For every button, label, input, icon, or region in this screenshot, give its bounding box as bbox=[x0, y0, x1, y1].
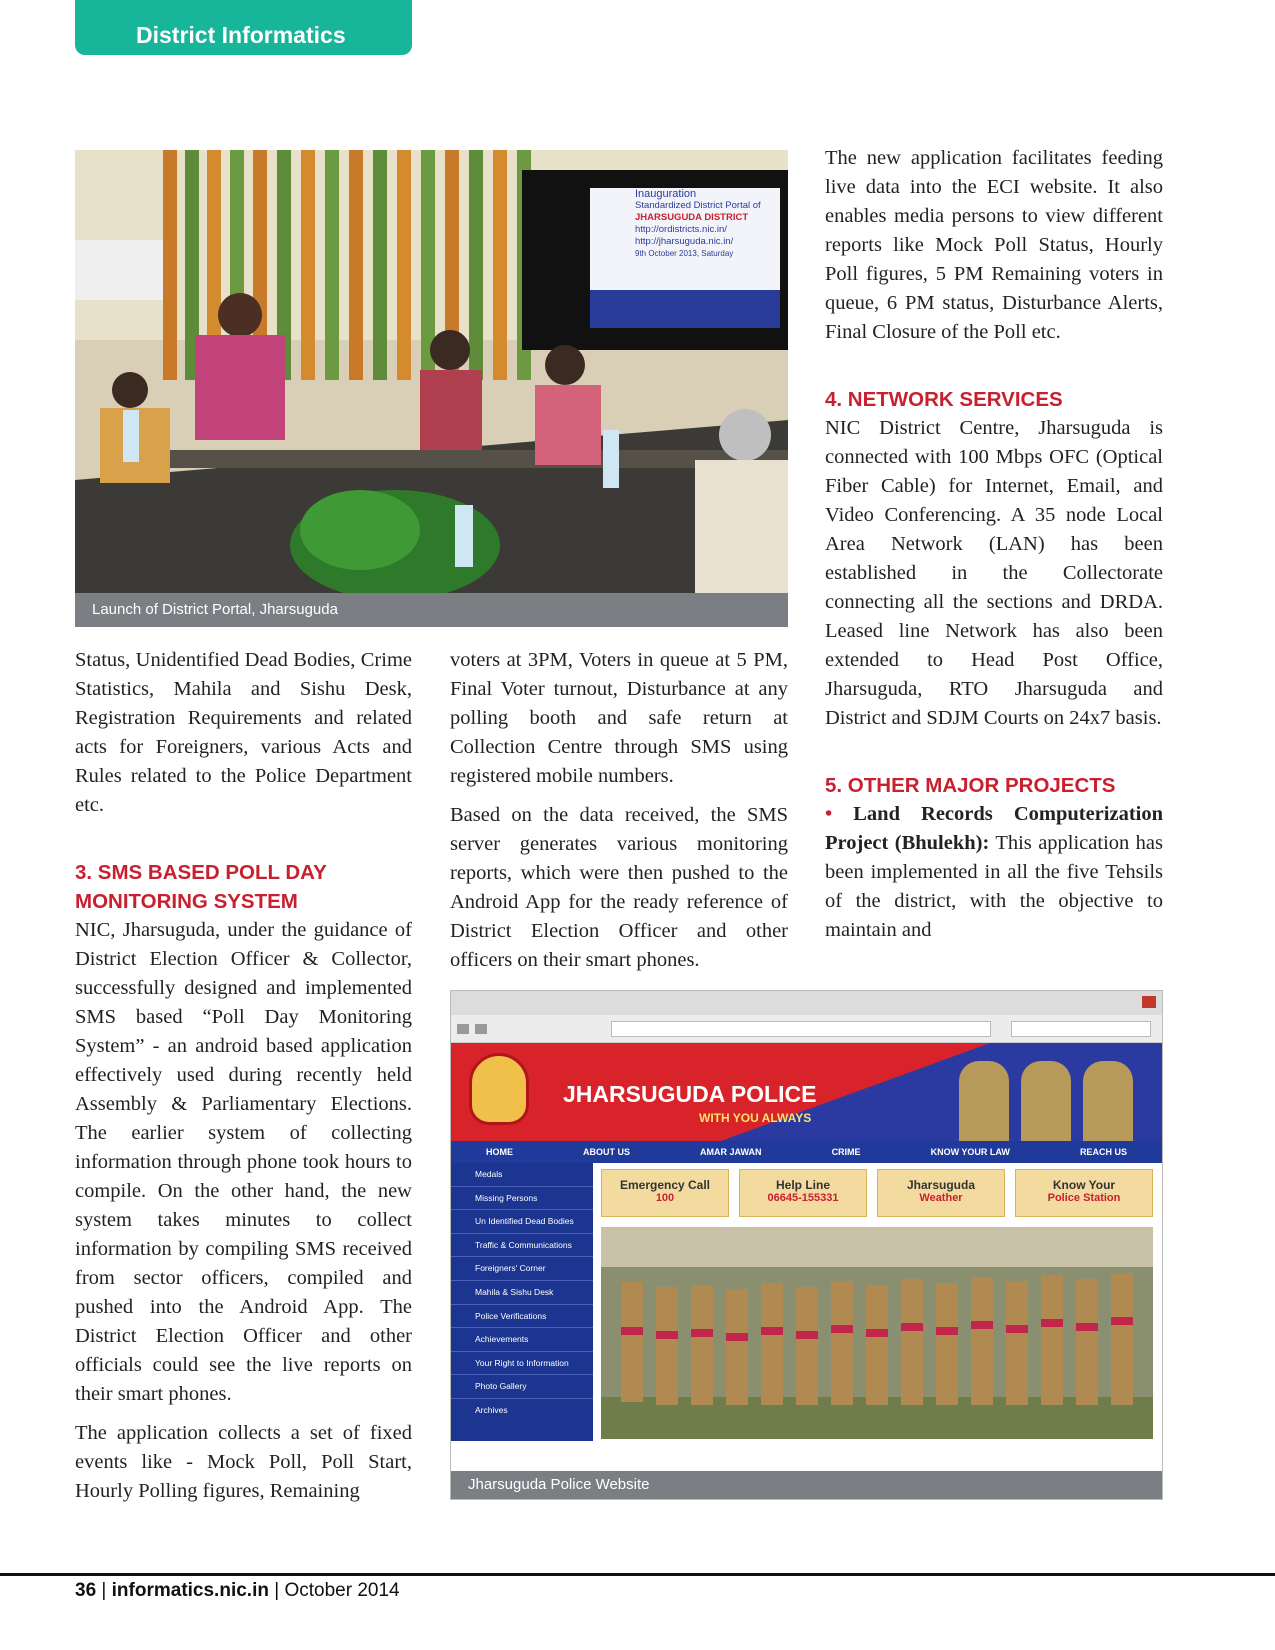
project-description: This application has been implemented in all the five Tehsils of the district, with the objective to maintain and bbox=[825, 832, 1163, 941]
banner-line-1: Inauguration bbox=[635, 188, 697, 200]
column-1 bbox=[75, 646, 412, 1516]
footer-sep-1: | bbox=[101, 1580, 112, 1601]
col2-paragraph-1: voters at 3PM, Voters in queue at 5 PM, Final Voter turnout, Disturbance at any polling booth and safe return at Collection Centre through SMS using registered mobile numbers. bbox=[450, 649, 788, 787]
forward-icon bbox=[475, 1024, 487, 1034]
col1-paragraph-2: NIC, Jharsuguda, under the guidance of District Election Officer & Collector, successfully designed and implemented SMS based “Poll Day Monitoring System” - an android based application effectively used during recently held Assembly & Parliamentary Elections. The earlier system of collecting information through phone took hours to compile. On the other hand, the new system takes minutes to collect information by compiling SMS received from sector officers, compiled and pushed into the Android App. The District Election Officer and other officials could see the live reports on their smart phones. bbox=[75, 919, 412, 1405]
nav-crime[interactable]: CRIME bbox=[831, 1147, 861, 1157]
helpline-box[interactable] bbox=[739, 1169, 867, 1217]
sidebar-item-achievements[interactable]: Achievements bbox=[451, 1328, 593, 1352]
footer bbox=[75, 1580, 400, 1602]
col2-paragraph-2: Based on the data received, the SMS server generates various monitoring reports, which were then pushed to the Android App for the ready reference of District Election Officer and other officers on their smart phones. bbox=[450, 804, 788, 971]
photo-caption: Launch of District Portal, Jharsuguda bbox=[75, 593, 788, 627]
close-icon bbox=[1142, 996, 1156, 1008]
browser-titlebar bbox=[451, 991, 1162, 1015]
nav-know-your-law[interactable]: KNOW YOUR LAW bbox=[930, 1147, 1010, 1157]
site-banner bbox=[451, 1043, 1162, 1141]
police-emblem-icon bbox=[469, 1053, 529, 1125]
nav-home[interactable]: HOME bbox=[486, 1147, 513, 1157]
website-caption: Jharsuguda Police Website bbox=[451, 1471, 1162, 1499]
site-sidebar bbox=[451, 1163, 593, 1441]
banner-line-5: http://jharsuguda.nic.in/ bbox=[635, 236, 734, 247]
site-tagline: WITH YOU ALWAYS bbox=[699, 1111, 812, 1125]
emergency-call-box[interactable] bbox=[601, 1169, 729, 1217]
sidebar-item-archives[interactable]: Archives bbox=[475, 1404, 508, 1415]
sidebar-item-dead-bodies[interactable]: Un Identified Dead Bodies bbox=[451, 1210, 593, 1234]
heading-sms-monitoring: 3. SMS BASED POLL DAY MONITORING SYSTEM bbox=[75, 861, 327, 913]
sidebar-item-foreigners[interactable]: Foreigners' Corner bbox=[451, 1257, 593, 1281]
police-station-box[interactable] bbox=[1015, 1169, 1153, 1217]
banner-line-6: 9th October 2013, Saturday bbox=[635, 249, 734, 258]
back-icon bbox=[457, 1024, 469, 1034]
sidebar-item-gallery[interactable]: Photo Gallery bbox=[451, 1375, 593, 1399]
sidebar-item-verifications[interactable]: Police Verifications bbox=[451, 1305, 593, 1329]
section-tab bbox=[75, 0, 412, 55]
footer-site: informatics.nic.in bbox=[111, 1580, 269, 1601]
station-label: Know Your bbox=[1052, 1178, 1116, 1192]
photo-police-website bbox=[450, 990, 1163, 1500]
sidebar-item-mahila[interactable]: Mahila & Sishu Desk bbox=[451, 1281, 593, 1305]
footer-issue: October 2014 bbox=[284, 1580, 400, 1601]
site-nav bbox=[451, 1141, 1162, 1163]
nav-reach-us[interactable]: REACH US bbox=[1079, 1147, 1127, 1157]
search-bar bbox=[1011, 1021, 1151, 1037]
footer-sep-2: | bbox=[274, 1580, 285, 1601]
footer-rule bbox=[0, 1573, 1275, 1576]
page-number: 36 bbox=[75, 1580, 97, 1601]
helpline-label: Help Line bbox=[775, 1178, 830, 1192]
sidebar-item-missing-persons[interactable]: Missing Persons bbox=[451, 1187, 593, 1211]
weather-box[interactable] bbox=[877, 1169, 1005, 1217]
station-sub: Police Station bbox=[1047, 1192, 1121, 1204]
weather-label: Jharsuguda bbox=[906, 1178, 975, 1192]
col3-paragraph-3 bbox=[825, 800, 1163, 945]
bullet: • bbox=[825, 803, 833, 825]
col3-paragraph-1: The new application facilitates feeding live data into the ECI website. It also enables media persons to view different reports like Mock Poll Status, Hourly Poll figures, 5 PM Remaining voters in queue, 6 PM status, Disturbance Alerts, Final Closure of the Poll etc. bbox=[825, 147, 1163, 343]
heading-network-services: 4. NETWORK SERVICES bbox=[825, 388, 1063, 411]
section-title: District Informatics bbox=[136, 22, 346, 48]
helpline-number: 06645-155331 bbox=[767, 1192, 839, 1204]
parade-photo bbox=[601, 1227, 1153, 1439]
heading-other-projects: 5. OTHER MAJOR PROJECTS bbox=[825, 774, 1116, 797]
site-title: JHARSUGUDA POLICE bbox=[563, 1081, 817, 1107]
sidebar-item-traffic[interactable]: Traffic & Communications bbox=[451, 1234, 593, 1258]
banner-line-4: http://ordistricts.nic.in/ bbox=[635, 224, 727, 235]
officers-image bbox=[951, 1061, 1141, 1141]
column-3 bbox=[825, 144, 1163, 955]
nav-about-us[interactable]: ABOUT US bbox=[583, 1147, 631, 1157]
emergency-number: 100 bbox=[655, 1192, 675, 1204]
quick-links bbox=[601, 1169, 1153, 1217]
sidebar-item-medals[interactable]: Medals bbox=[451, 1163, 593, 1187]
col1-paragraph-1: Status, Unidentified Dead Bodies, Crime Statistics, Mahila and Sishu Desk, Registration Requirements and related acts for Foreigners, various Acts and Rules related to the Police Department etc. bbox=[75, 649, 412, 816]
col1-paragraph-3: The application collects a set of fixed events like - Mock Poll, Poll Start, Hourly Polling figures, Remaining bbox=[75, 1422, 412, 1502]
banner-line-3: JHARSUGUDA DISTRICT bbox=[635, 212, 749, 223]
sidebar-item-rti[interactable]: Your Right to Information bbox=[451, 1352, 593, 1376]
col3-paragraph-2: NIC District Centre, Jharsuguda is connected with 100 Mbps OFC (Optical Fiber Cable) for Internet, Email, and Video Conferencing. A 35 node Local Area Network (LAN) has been established in the Collectorate connecting all the sections and DRDA. Leased line Network has also been extended to Head Post Office, Jharsuguda, RTO Jharsuguda and District and SDJM Courts on 24x7 basis. bbox=[825, 417, 1163, 729]
address-bar bbox=[611, 1021, 991, 1037]
portal-banner bbox=[635, 188, 785, 260]
banner-line-2: Standardized District Portal of bbox=[635, 200, 761, 211]
column-2 bbox=[450, 646, 788, 985]
emergency-label: Emergency Call bbox=[619, 1178, 711, 1192]
nav-amar-jawan[interactable]: AMAR JAWAN bbox=[700, 1147, 762, 1157]
browser-toolbar bbox=[451, 1015, 1162, 1043]
photo-portal-launch bbox=[75, 150, 788, 627]
project-name: Land Records Computerization Project (Bhulekh): bbox=[825, 803, 1163, 854]
weather-sub: Weather bbox=[919, 1192, 963, 1204]
